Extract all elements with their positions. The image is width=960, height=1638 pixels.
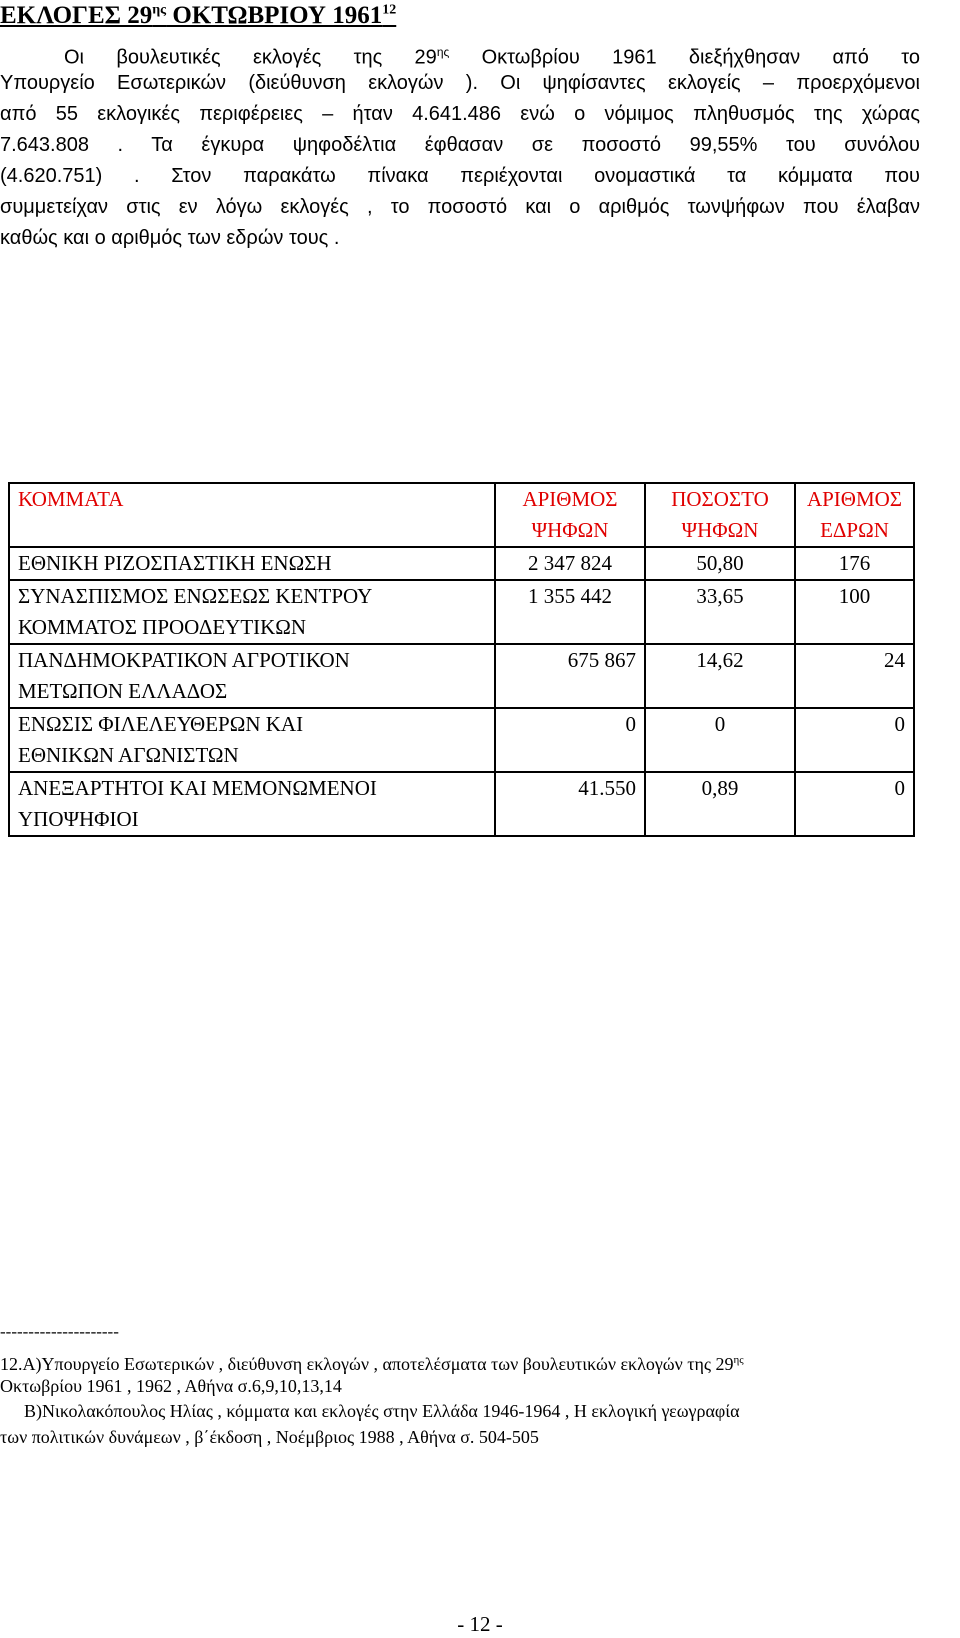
seats-cell: 0	[795, 708, 914, 772]
party-name: ΣΥΝΑΣΠΙΣΜΟΣ ΕΝΩΣΕΩΣ ΚΕΝΤΡΟΥ ΚΟΜΜΑΤΟΣ ΠΡΟΟΔΕΥΤΙΚΩΝ	[9, 580, 495, 644]
seats-cell: 100	[795, 580, 914, 644]
table-header-row	[9, 483, 914, 547]
percentage-cell: 0,89	[645, 772, 795, 836]
votes-cell: 41.550	[495, 772, 645, 836]
header-percentage: ΠΟΣΟΣΤΟ ΨΗΦΩΝ	[645, 483, 795, 547]
footnote-line: 12.Α)Υπουργείο Εσωτερικών , διεύθυνση εκλογών , αποτελέσματα των βουλευτικών εκλογών της $29^{\eta\varsigma}$	[0, 1354, 744, 1374]
footnote-separator: ---------------------	[0, 1322, 119, 1341]
votes-cell: 2 347 824	[495, 547, 645, 580]
paragraph-line: καθώς και ο αριθμός των εδρών τους .	[0, 227, 340, 249]
header-party: ΚΟΜΜΑΤΑ	[9, 483, 495, 547]
table-row	[9, 580, 914, 644]
percentage-cell: 14,62	[645, 644, 795, 708]
percentage-cell: 0	[645, 708, 795, 772]
percentage-cell: 33,65	[645, 580, 795, 644]
paragraph-line: Οι βουλευτικές εκλογές της $29^{\eta\varsigma}$ Οκτωβρίου 1961 διεξήχθησαν από το	[64, 45, 920, 69]
party-name: ΑΝΕΞΑΡΤΗΤΟΙ ΚΑΙ ΜΕΜΟΝΩΜΕΝΟΙ ΥΠΟΨΗΦΙΟΙ	[9, 772, 495, 836]
paragraph-line: Υπουργείο Εσωτερικών (διεύθυνση εκλογών ). Οι ψηφίσαντες εκλογείς – προερχόμενοι	[0, 72, 920, 94]
percentage-cell: 50,80	[645, 547, 795, 580]
footnote-line: Β)Νικολακόπουλος Ηλίας , κόμματα και εκλογές στην Ελλάδα 1946-1964 , Η εκλογική γεωγραφία	[24, 1401, 740, 1421]
page-title: ΕΚΛΟΓΕΣ $29^{\eta\varsigma}$ ΟΚΤΩΒΡΙΟΥ 1961$^{12}$	[0, 2, 397, 29]
seats-cell: 24	[795, 644, 914, 708]
paragraph-line: από 55 εκλογικές περιφέρειες – ήταν 4.641.486 ενώ ο νόμιμος πληθυσμός της χώρας	[0, 103, 920, 125]
party-name: ΕΘΝΙΚΗ ΡΙΖΟΣΠΑΣΤΙΚΗ ΕΝΩΣΗ	[9, 547, 495, 580]
votes-cell: 0	[495, 708, 645, 772]
seats-cell: 176	[795, 547, 914, 580]
table-row	[9, 772, 914, 836]
footnote-line: των πολιτικών δυνάμεων , β΄έκδοση , Νοέμβριος 1988 , Αθήνα σ. 504-505	[0, 1427, 539, 1447]
party-name: ΠΑΝΔΗΜΟΚΡΑΤΙΚΟΝ ΑΓΡΟΤΙΚΟΝ ΜΕΤΩΠΟΝ ΕΛΛΑΔΟΣ	[9, 644, 495, 708]
election-results-table	[8, 482, 915, 837]
footnote-reference: 12	[382, 2, 397, 18]
paragraph-line: συμμετείχαν στις εν λόγω εκλογές , το ποσοστό και ο αριθμός τωνψήφων που έλαβαν	[0, 196, 920, 218]
table-row	[9, 547, 914, 580]
votes-cell: 1 355 442	[495, 580, 645, 644]
header-votes: ΑΡΙΘΜΟΣ ΨΗΦΩΝ	[495, 483, 645, 547]
votes-cell: 675 867	[495, 644, 645, 708]
paragraph-line: 7.643.808 . Τα έγκυρα ψηφοδέλτια έφθασαν σε ποσοστό 99,55% του συνόλου	[0, 134, 920, 156]
footnote-line: Οκτωβρίου 1961 , 1962 , Αθήνα σ.6,9,10,13,14	[0, 1376, 342, 1396]
paragraph-line: (4.620.751) . Στον παρακάτω πίνακα περιέχονται ονομαστικά τα κόμματα που	[0, 165, 920, 187]
header-seats: ΑΡΙΘΜΟΣ ΕΔΡΩΝ	[795, 483, 914, 547]
party-name: ΕΝΩΣΙΣ ΦΙΛΕΛΕΥΘΕΡΩΝ ΚΑΙ ΕΘΝΙΚΩΝ ΑΓΩΝΙΣΤΩΝ	[9, 708, 495, 772]
table-row	[9, 644, 914, 708]
table-row	[9, 708, 914, 772]
seats-cell: 0	[795, 772, 914, 836]
page-number: - 12 -	[457, 1612, 503, 1636]
